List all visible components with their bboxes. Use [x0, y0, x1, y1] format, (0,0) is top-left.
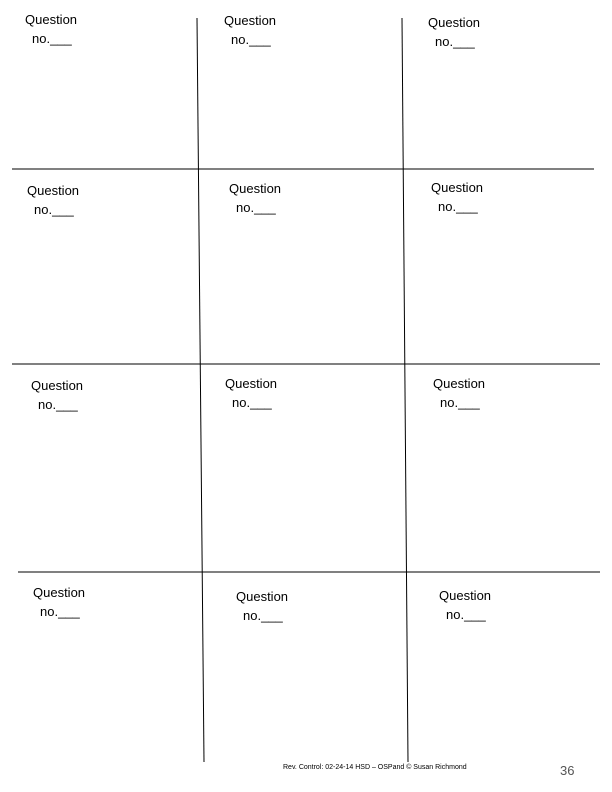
question-cell-label — [31, 376, 111, 414]
page-number: 36 — [560, 763, 575, 778]
question-cell-label — [229, 179, 309, 217]
question-number-blank: no.___ — [40, 604, 80, 619]
question-cell-label — [431, 178, 511, 216]
question-word: Question — [433, 376, 486, 391]
question-number-blank: no.___ — [440, 395, 480, 410]
question-word: Question — [25, 12, 78, 27]
question-word: Question — [431, 180, 484, 195]
question-word: Question — [224, 13, 277, 28]
question-number-blank: no.___ — [236, 200, 276, 215]
question-word: Question — [439, 588, 492, 603]
question-cell-label — [225, 374, 305, 412]
question-word: Question — [229, 181, 282, 196]
question-word: Question — [428, 15, 481, 30]
column-divider-2 — [402, 18, 408, 762]
question-cell-label — [33, 583, 113, 621]
question-word: Question — [31, 378, 84, 393]
question-word: Question — [225, 376, 278, 391]
question-cell-label — [27, 181, 107, 219]
question-cell-label — [433, 374, 513, 412]
question-number-blank: no.___ — [32, 31, 72, 46]
question-word: Question — [236, 589, 289, 604]
question-number-blank: no.___ — [243, 608, 283, 623]
question-cell-label — [439, 586, 519, 624]
question-number-blank: no.___ — [38, 397, 78, 412]
question-cell-label — [236, 587, 316, 625]
question-cell-label — [224, 11, 304, 49]
question-number-blank: no.___ — [231, 32, 271, 47]
question-number-blank: no.___ — [435, 34, 475, 49]
question-number-blank: no.___ — [446, 607, 486, 622]
question-cell-label — [25, 10, 105, 48]
column-divider-1 — [197, 18, 204, 762]
question-word: Question — [27, 183, 80, 198]
question-cell-label — [428, 13, 508, 51]
question-number-blank: no.___ — [34, 202, 74, 217]
question-word: Question — [33, 585, 86, 600]
question-number-blank: no.___ — [232, 395, 272, 410]
question-number-blank: no.___ — [438, 199, 478, 214]
revision-control-footer: Rev. Control: 02-24-14 HSD – OSPand © Susan Richmond — [283, 764, 467, 771]
